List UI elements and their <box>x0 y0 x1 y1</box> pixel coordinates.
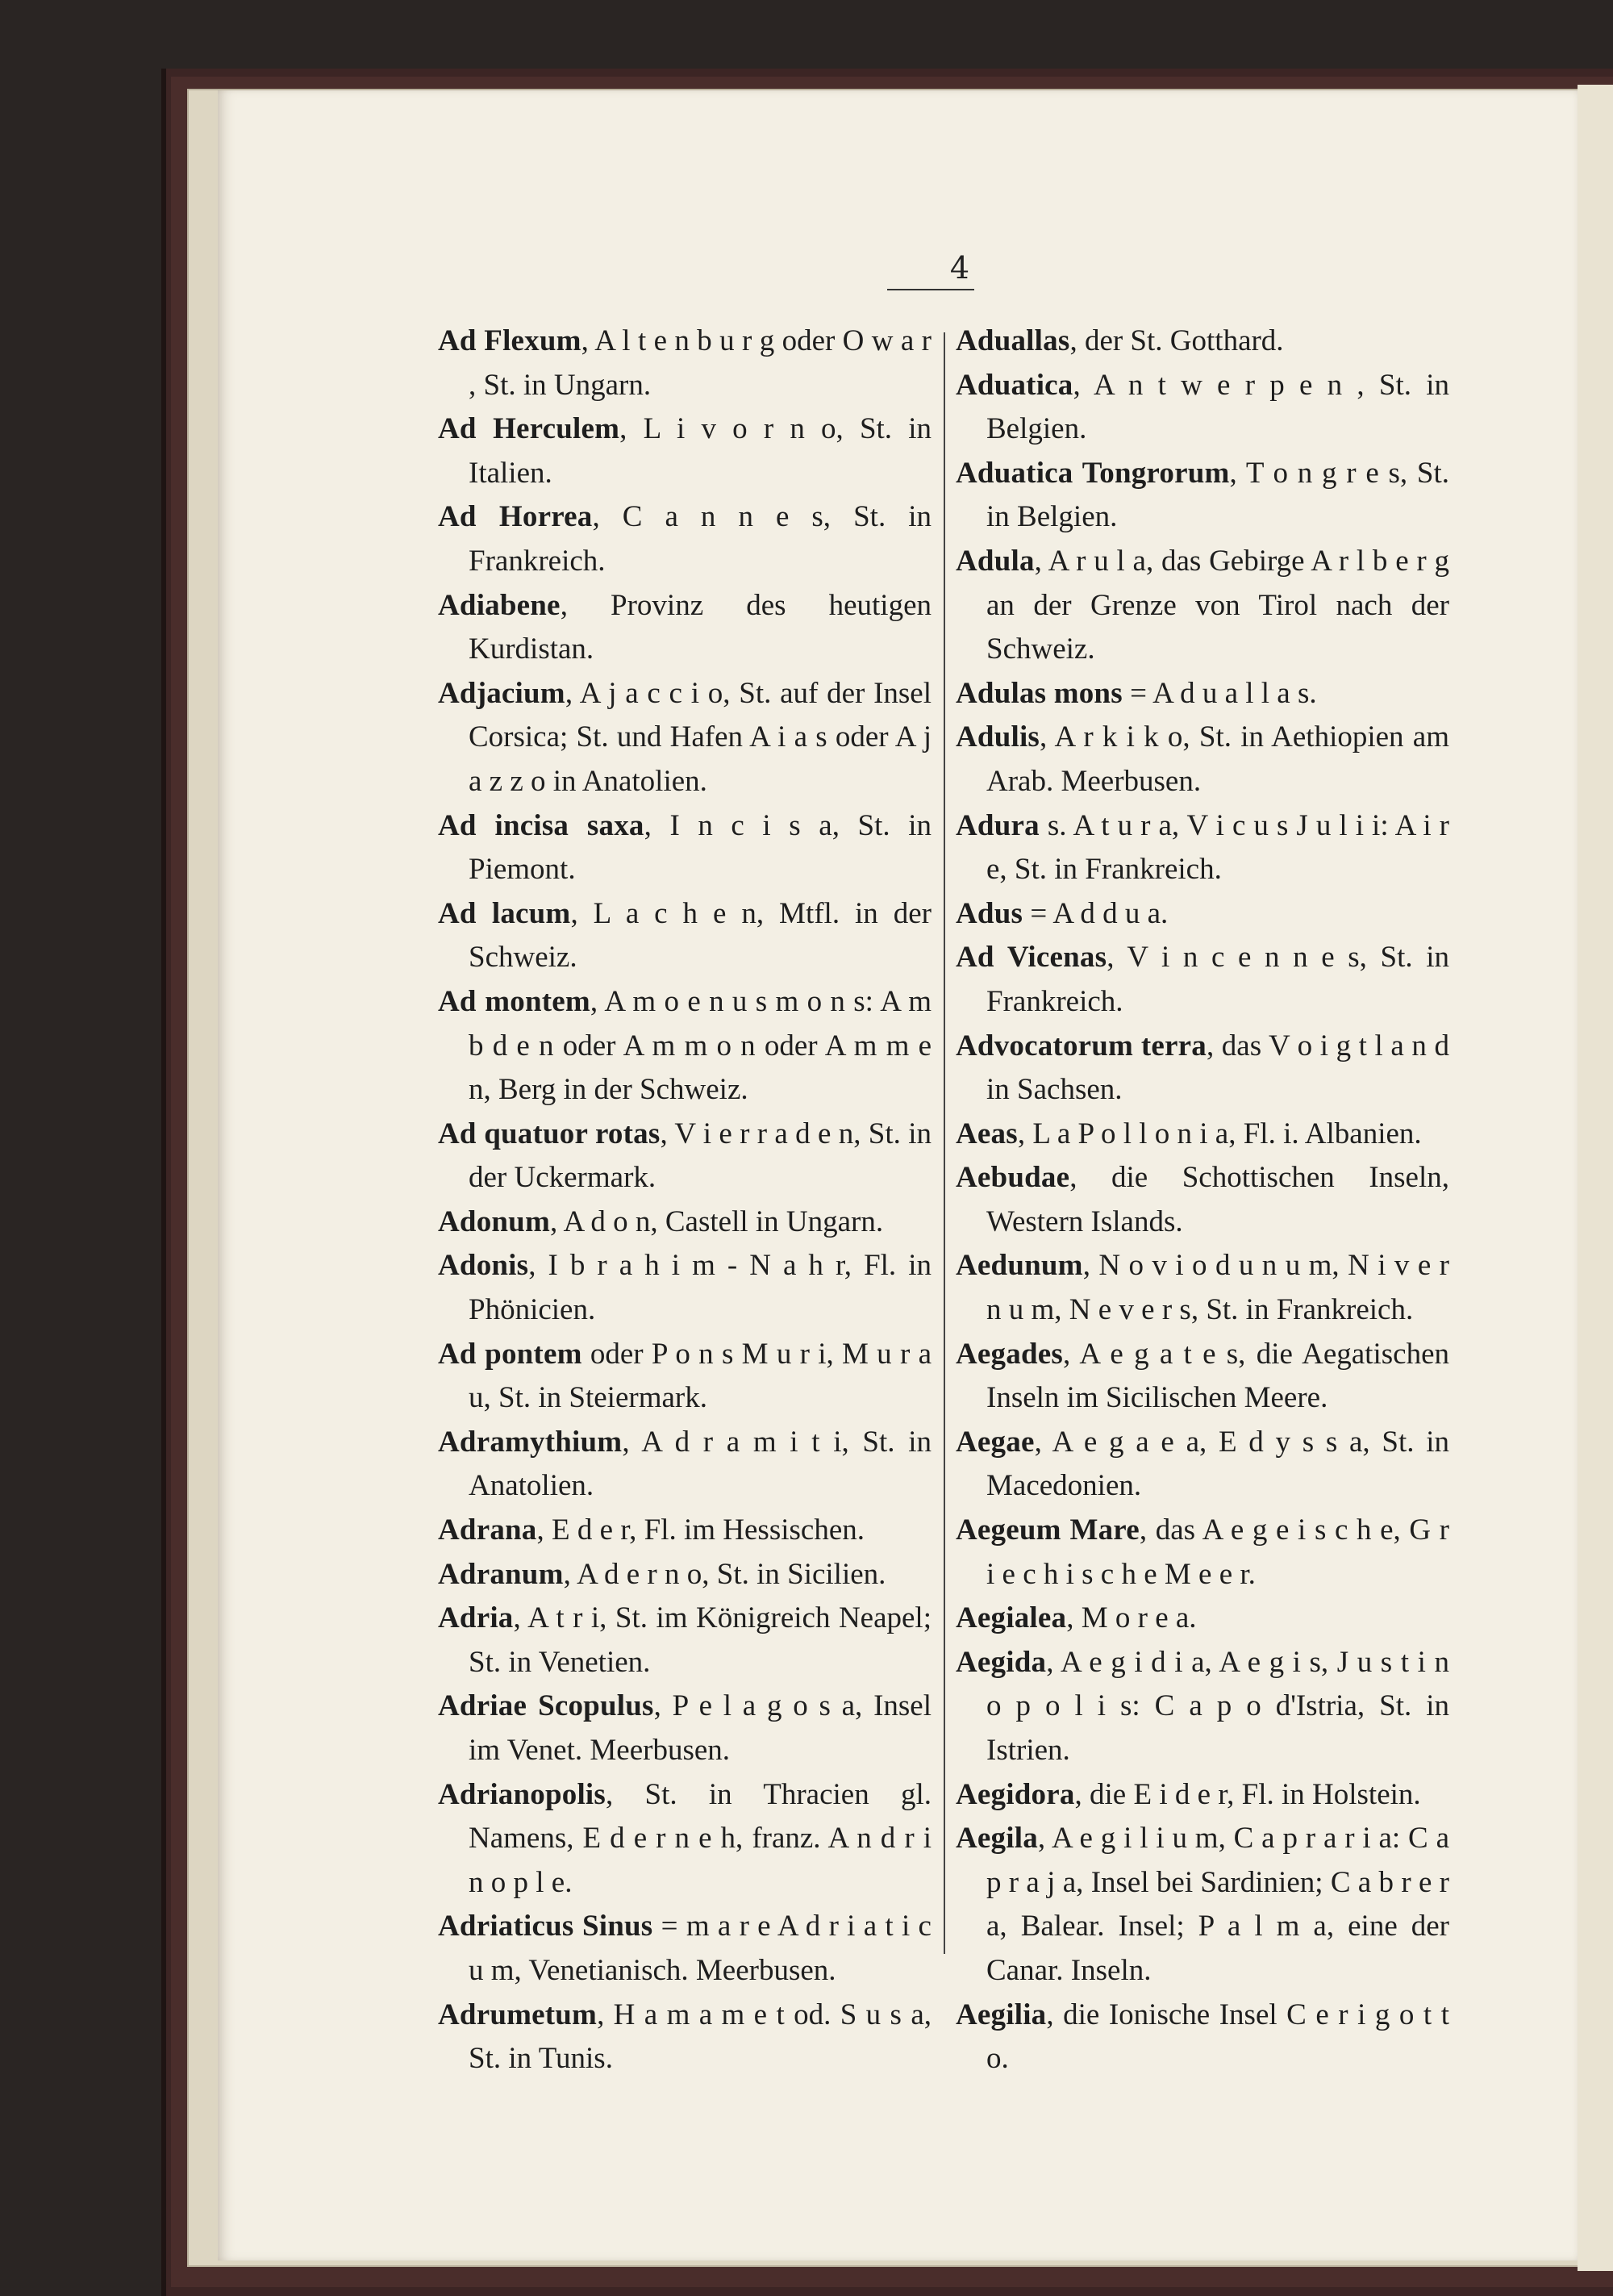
entry-head: Ad pontem <box>438 1337 582 1371</box>
entry <box>956 319 1449 364</box>
entry-body: , A l t e n b u r g oder O w a r , St. in Ungarn. <box>469 324 932 402</box>
entry <box>438 1200 932 1245</box>
entry <box>956 1421 1449 1509</box>
entry-body: , I n c i s a, St. in Piemont. <box>469 808 932 887</box>
entry-head: Aegades <box>956 1337 1063 1371</box>
entry-head: Ad Vicenas <box>956 941 1107 975</box>
entry-body: , das V o i g t l a n d in Sachsen. <box>986 1029 1449 1107</box>
entry <box>956 804 1449 892</box>
entry-head: Adranum <box>438 1557 564 1591</box>
entry-head: Adrana <box>438 1513 537 1547</box>
entry-head: Aduatica <box>956 368 1073 402</box>
entry <box>956 672 1449 716</box>
entry-body: , die Schottischen Inseln, Western Islands. <box>986 1161 1449 1238</box>
entry <box>956 1597 1449 1641</box>
entry-body: , T o n g r e s, St. in Belgien. <box>986 456 1450 534</box>
entry <box>956 1113 1449 1157</box>
entry-body: , die E i d e r, Fl. in Holstein. <box>1074 1777 1421 1811</box>
entry-body: , A d e r n o, St. in Sicilien. <box>563 1557 886 1591</box>
entry-head: Aegae <box>956 1425 1035 1459</box>
entry-body: = A d d u a. <box>1023 896 1169 930</box>
entry-body: , das A e g e i s c h e, G r i e c h i s c h e M e e r. <box>986 1513 1449 1591</box>
entry <box>956 716 1449 804</box>
entry <box>438 319 932 407</box>
entry-body: , A m o e n u s m o n s: A m b d e n oder A m m o n oder A m m e n, Berg in der Schweiz. <box>469 984 932 1107</box>
page-number: 4 <box>949 250 970 286</box>
entry-head: Aedunum <box>956 1249 1083 1283</box>
entry <box>438 1113 932 1200</box>
entry <box>956 1993 1449 2081</box>
entry-head: Adramythium <box>438 1425 623 1459</box>
entry <box>438 1421 932 1509</box>
entry-head: Aegilia <box>956 1998 1047 2031</box>
entry-head: Ad lacum <box>438 896 571 930</box>
entry-head: Ad montem <box>438 984 590 1018</box>
entry <box>438 1993 932 2081</box>
entry <box>438 1244 932 1332</box>
entry-head: Ad Horrea <box>438 500 593 534</box>
entry-head: Adria <box>438 1601 514 1635</box>
entry <box>956 364 1449 452</box>
entry-head: Aegidora <box>956 1777 1075 1811</box>
entry-body: oder P o n s M u r i, M u r a u, St. in Steiermark. <box>469 1337 932 1415</box>
entry <box>438 1597 932 1684</box>
entry <box>956 1817 1449 1993</box>
entry-body: , P e l a g o s a, Insel im Venet. Meerbusen. <box>469 1689 932 1767</box>
entry-head: Adrianopolis <box>438 1777 606 1811</box>
entry-body: = m a r e A d r i a t i c u m, Venetianisch. Meerbusen. <box>469 1910 932 1987</box>
entry <box>956 1244 1449 1332</box>
entry-body: , A t r i, St. im Königreich Neapel; St. in Venetien. <box>469 1601 932 1679</box>
entry-head: Adulis <box>956 720 1040 754</box>
entry-head: Adus <box>956 896 1023 930</box>
entry <box>438 980 932 1113</box>
entry <box>438 407 932 495</box>
entry-body: , A e g i d i a, A e g i s, J u s t i n o p o l i s: C a p o d'Istria, St. in Istrien. <box>986 1645 1449 1767</box>
entry <box>438 672 932 804</box>
entry-body: , die Ionische Insel C e r i g o t t o. <box>986 1998 1449 2076</box>
entry-head: Adulas mons <box>956 676 1123 710</box>
entry-head: Adriae Scopulus <box>438 1689 654 1723</box>
entry-head: Adonis <box>438 1249 529 1283</box>
entry <box>438 1773 932 1906</box>
entry-body: , A r u l a, das Gebirge A r l b e r g an der Grenze von Tirol nach der Schweiz. <box>986 544 1449 666</box>
entry-head: Aegida <box>956 1645 1047 1679</box>
entry-body: , L a P o l l o n i a, Fl. i. Albanien. <box>1017 1117 1422 1150</box>
entry-head: Aduatica Tongrorum <box>956 456 1230 490</box>
entry <box>438 1333 932 1421</box>
entry <box>438 584 932 672</box>
entry-body: , St. in Thracien gl. Namens, E d e r n e h, franz. A n d r i n o p l e. <box>469 1777 932 1899</box>
entry-body: , C a n n e s, St. in Frankreich. <box>469 500 932 578</box>
entry <box>956 936 1449 1024</box>
entry <box>438 892 932 980</box>
entry-head: Ad Herculem <box>438 412 620 446</box>
entry <box>956 540 1449 672</box>
entry-head: Aegila <box>956 1822 1038 1856</box>
right-column <box>956 319 1449 2081</box>
entry <box>438 804 932 892</box>
entry-head: Ad incisa saxa <box>438 808 644 842</box>
entry-head: Ad quatuor rotas <box>438 1117 661 1150</box>
entry-body: , I b r a h i m - N a h r, Fl. in Phönicien. <box>469 1249 932 1327</box>
entry-head: Adiabene <box>438 588 561 622</box>
entry <box>438 1553 932 1597</box>
entry-body: , A d r a m i t i, St. in Anatolien. <box>469 1425 932 1503</box>
entry-body: , A e g a e a, E d y s s a, St. in Macedonien. <box>986 1425 1449 1503</box>
entry-body: , A j a c c i o, St. auf der Insel Corsica; St. und Hafen A i a s oder A j a z z o in Anatolien. <box>469 676 932 798</box>
entry-body: , V i n c e n n e s, St. in Frankreich. <box>986 941 1450 1018</box>
entry-body: , V i e r r a d e n, St. in der Uckermark. <box>469 1117 932 1195</box>
entry-head: Aebudae <box>956 1161 1070 1195</box>
entry-body: , L i v o r n o, St. in Italien. <box>469 412 932 490</box>
entry-body: , der St. Gotthard. <box>1069 324 1284 357</box>
entry-head: Adrumetum <box>438 1998 598 2031</box>
entry-body: , E d e r, Fl. im Hessischen. <box>536 1513 865 1547</box>
left-column <box>438 319 932 2081</box>
entry-body: s. A t u r a, V i c u s J u l i i: A i r e, St. in Frankreich. <box>986 808 1449 887</box>
entry-head: Advocatorum terra <box>956 1029 1207 1062</box>
entry-head: Aegialea <box>956 1601 1067 1635</box>
entry <box>956 1641 1449 1773</box>
entry-head: Adula <box>956 544 1035 578</box>
entry-body: , A r k i k o, St. in Aethiopien am Arab. Meerbusen. <box>986 720 1449 798</box>
next-page-edge <box>1578 85 1613 2271</box>
entry-head: Adura <box>956 808 1040 842</box>
entry-head: Adjacium <box>438 676 565 710</box>
entry-body: , L a c h e n, Mtfl. in der Schweiz. <box>469 896 932 975</box>
entry <box>956 1773 1449 1818</box>
entry-body: = A d u a l l a s. <box>1122 676 1317 710</box>
entry-body: , A n t w e r p e n , St. in Belgien. <box>986 368 1449 446</box>
entry-body: , A e g a t e s, die Aegatischen Inseln im Sicilischen Meere. <box>986 1337 1449 1415</box>
entry-head: Aegeum Mare <box>956 1513 1140 1547</box>
entry-body: , A e g i l i u m, C a p r a r i a: C a p r a j a, Insel bei Sardinien; C a b r e r a, Balear. Insel; P a l m a, eine der Canar. Inseln. <box>986 1822 1449 1987</box>
entry-body: , N o v i o d u n u m, N i v e r n u m, N e v e r s, St. in Frankreich. <box>986 1249 1449 1327</box>
entry <box>956 452 1449 540</box>
header-rule <box>887 289 974 290</box>
entry <box>438 495 932 583</box>
entry <box>438 1905 932 1993</box>
entry-head: Adriaticus Sinus <box>438 1910 653 1943</box>
entry <box>956 1025 1449 1113</box>
entry-body: , M o r e a. <box>1066 1601 1197 1635</box>
entry <box>956 1156 1449 1244</box>
entry-head: Aeas <box>956 1117 1018 1150</box>
entry-head: Aduallas <box>956 324 1070 357</box>
entry <box>956 1509 1449 1597</box>
entry-body: , H a m a m e t od. S u s a, St. in Tunis. <box>469 1998 932 2076</box>
entry <box>956 1333 1449 1421</box>
entry <box>956 892 1449 937</box>
entry-head: Ad Flexum <box>438 324 581 357</box>
entry <box>438 1684 932 1772</box>
entry-body: , A d o n, Castell in Ungarn. <box>549 1204 884 1238</box>
entry <box>438 1509 932 1553</box>
column-divider <box>944 332 945 1954</box>
entry-head: Adonum <box>438 1204 550 1238</box>
entry-body: , Provinz des heutigen Kurdistan. <box>469 588 932 666</box>
